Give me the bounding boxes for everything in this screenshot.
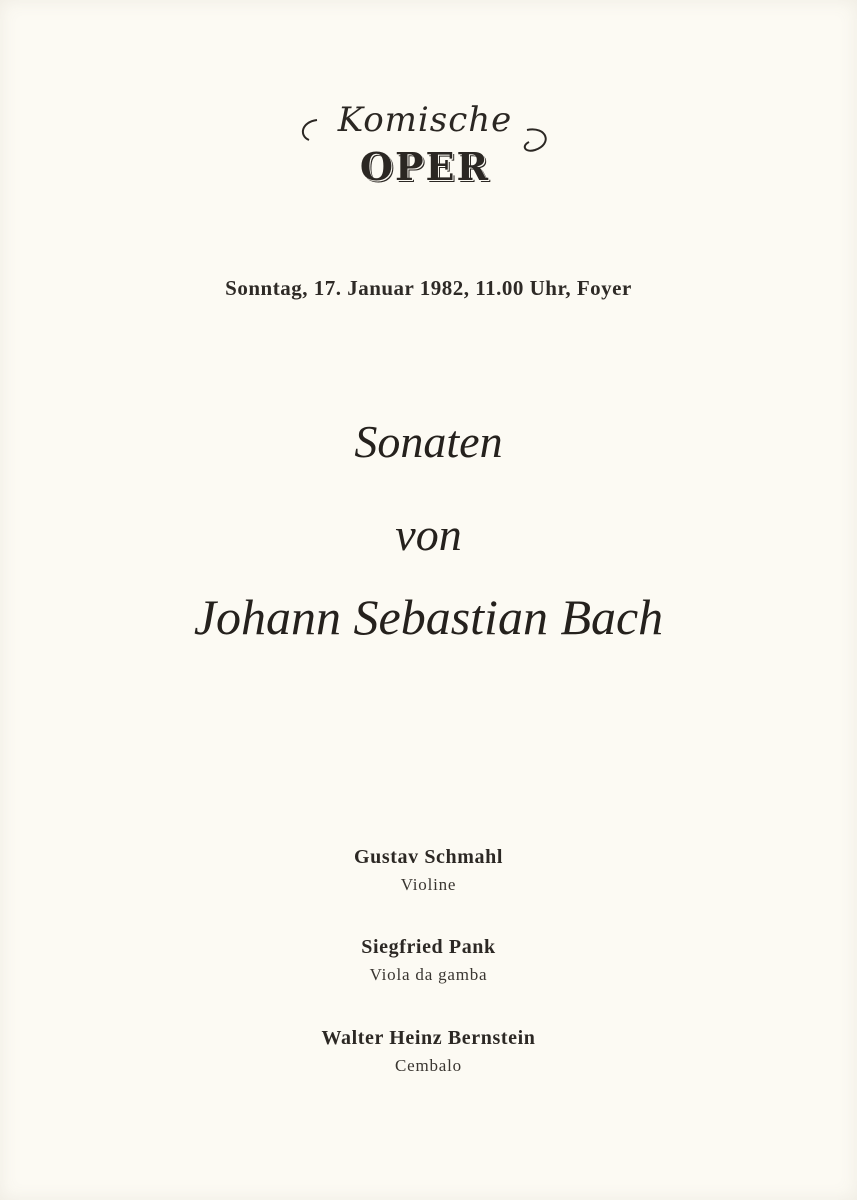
performer-entry [0, 936, 857, 985]
komische-oper-logo [295, 100, 555, 200]
performer-name: Gustav Schmahl [354, 846, 503, 868]
performer-entry [0, 1027, 857, 1076]
performer-name: Walter Heinz Bernstein [321, 1027, 536, 1049]
performer-instrument: Viola da gamba [369, 965, 488, 984]
performer-instrument: Violine [400, 875, 457, 894]
performer-name: Siegfried Pank [361, 936, 496, 958]
performer-entry [0, 846, 857, 895]
event-date-line: Sonntag, 17. Januar 1982, 11.00 Uhr, Foyer [225, 276, 632, 300]
logo-script-text: Komische [337, 100, 513, 140]
performer-instrument: Cembalo [395, 1056, 462, 1075]
title-line-composer: Johann Sebastian Bach [193, 589, 664, 645]
title-line-sonaten: Sonaten [354, 416, 503, 467]
logo-block-text: OPER [359, 144, 491, 189]
title-line-von: von [395, 509, 462, 560]
